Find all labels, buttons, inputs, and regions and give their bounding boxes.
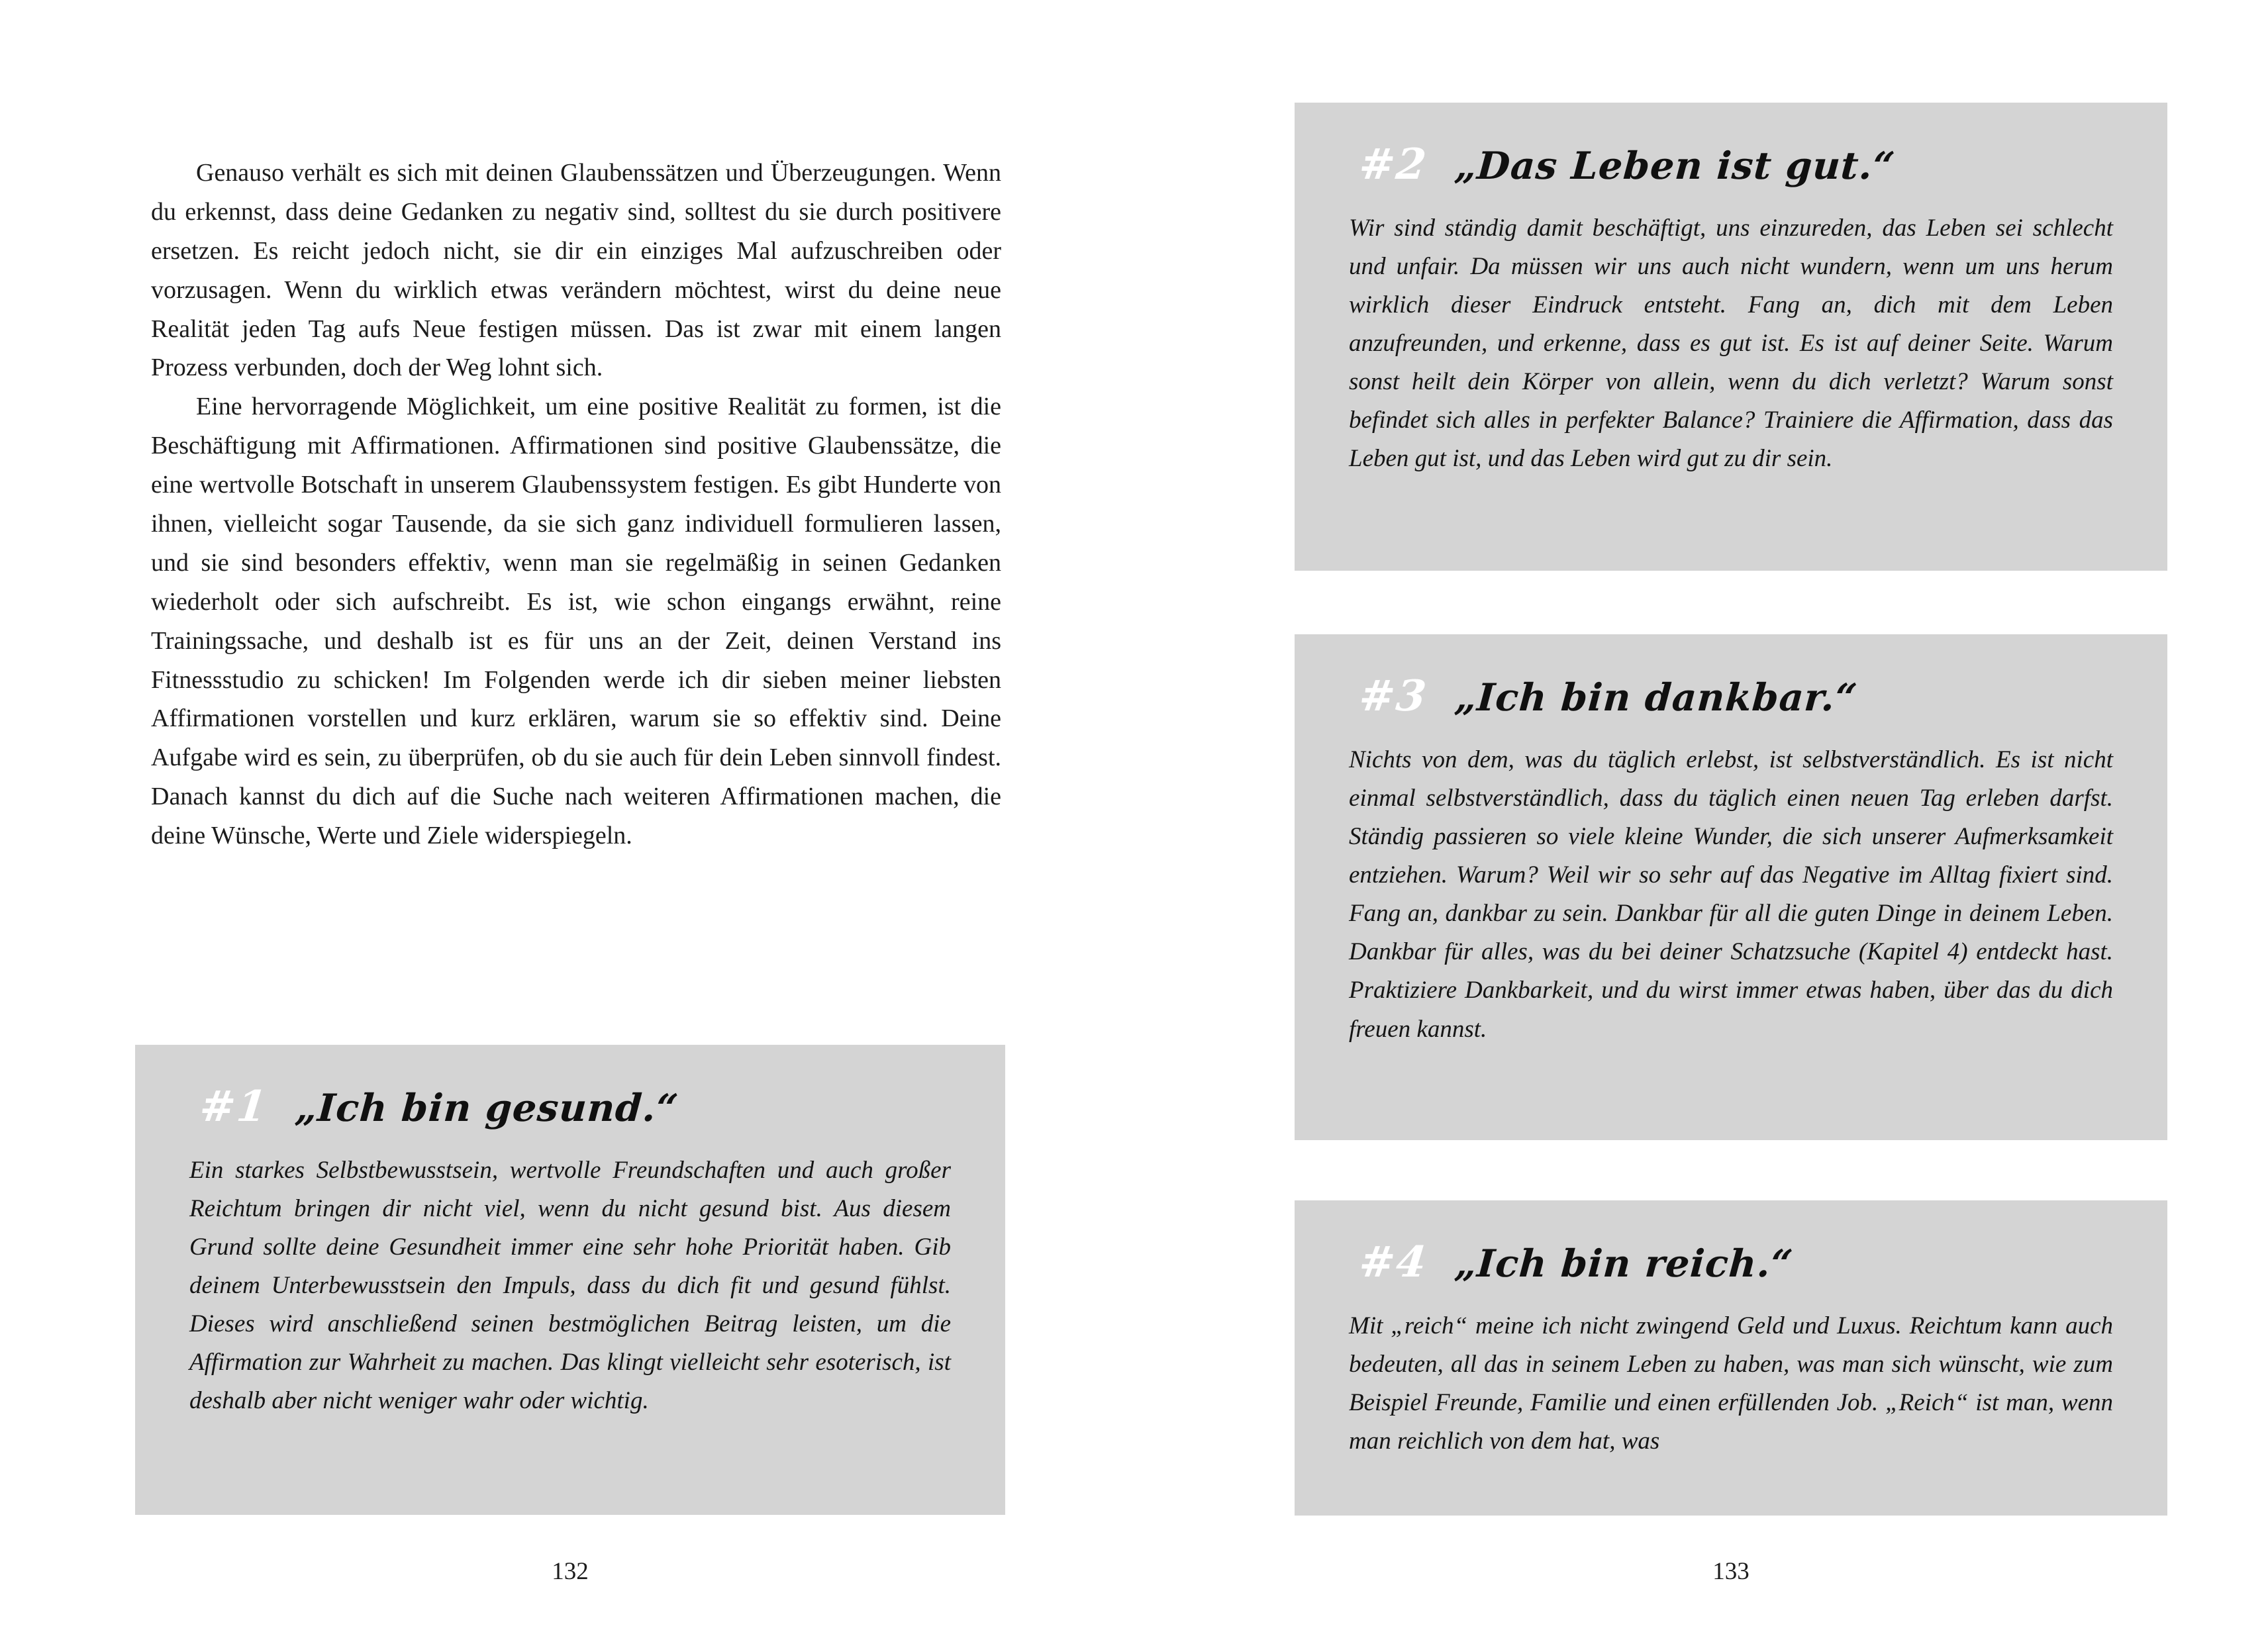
- affirmation-heading: [1349, 671, 2113, 721]
- affirmation-box-3: [1295, 634, 2167, 1140]
- affirmation-heading: [1349, 140, 2113, 189]
- affirmation-number: #2: [1357, 140, 1430, 189]
- affirmation-number: #4: [1357, 1237, 1430, 1287]
- affirmation-heading: [1349, 1237, 2113, 1287]
- affirmation-body: Nichts von dem, was du täglich erlebst, ist selbstverständlich. Es ist nicht einmal selbstverständlich, dass du täglich einen neuen Tag erleben darfst. Ständig passieren so viele kleine Wunder, die sich unserer Aufmerksamkeit entziehen. Warum? Weil wir so sehr auf das Negative im Alltag fixiert sind. Fang an, dankbar zu sein. Dankbar für all die guten Dinge in deinem Leben. Dankbar für alles, was du bei deiner Schatzsuche (Kapitel 4) entdeckt hast. Praktiziere Dankbarkeit, und du wirst immer etwas haben, über das du dich freuen kannst.: [1349, 746, 2113, 1043]
- affirmation-box-2: [1295, 103, 2167, 571]
- page-number-left: 132: [552, 1558, 589, 1585]
- left-page-body-text: [151, 154, 1001, 855]
- body-paragraph: Genauso verhält es sich mit deinen Glaubenssätzen und Überzeugungen. Wenn du erkennst, dass deine Gedanken zu negativ sind, solltest du sie durch positivere ersetzen. Es reicht jedoch nicht, sie dir ein einziges Mal aufzuschreiben oder vorzusagen. Wenn du wirklich etwas verändern möchtest, wirst du deine neue Realität jeden Tag aufs Neue festigen müssen. Das ist zwar mit einem langen Prozess verbunden, doch der Weg lohnt sich.: [151, 159, 1001, 382]
- affirmation-box-4: [1295, 1200, 2167, 1516]
- affirmation-title: „Ich bin dankbar.“: [1453, 675, 1859, 720]
- body-paragraph: Eine hervorragende Möglichkeit, um eine positive Realität zu formen, ist die Beschäftigung mit Affirmationen. Affirmationen sind positive Glaubenssätze, die eine wertvolle Botschaft in unserem Glaubenssystem festigen. Es gibt Hunderte von ihnen, vielleicht sogar Tausende, da sie sich ganz individuell formulieren lassen, und sie sind besonders effektiv, wenn man sie regelmäßig in seinen Gedanken wiederholt oder sich aufschreibt. Es ist, wie schon eingangs erwähnt, reine Trainingssache, und deshalb ist es für uns an der Zeit, deinen Verstand ins Fitnessstudio zu schicken! Im Folgenden werde ich dir sieben meiner liebsten Affirmationen vorstellen und kurz erklären, warum sie so effektiv sind. Deine Aufgabe wird es sein, zu überprüfen, ob du sie auch für dein Leben sinnvoll findest. Danach kannst du dich auf die Suche nach weiteren Affirmationen machen, die deine Wünsche, Werte und Ziele widerspiegeln.: [151, 393, 1001, 850]
- affirmation-box-1: [135, 1045, 1005, 1515]
- affirmation-body: Ein starkes Selbstbewusstsein, wertvolle Freundschaften und auch großer Reichtum bringen dir nicht viel, wenn du nicht gesund bist. Aus diesem Grund sollte deine Gesundheit immer eine sehr hohe Priorität haben. Gib deinem Unterbewusstsein den Impuls, dass du dich fit und gesund fühlst. Dieses wird anschließend seinen bestmöglichen Beitrag leisten, um die Affirmation zur Wahrheit zu machen. Das klingt vielleicht sehr esoterisch, ist deshalb aber nicht weniger wahr oder wichtig.: [189, 1157, 951, 1415]
- affirmation-title: „Ich bin gesund.“: [293, 1086, 681, 1130]
- affirmation-heading: [189, 1082, 951, 1132]
- affirmation-body: Mit „reich“ meine ich nicht zwingend Geld und Luxus. Reichtum kann auch bedeuten, all das in seinem Leben zu haben, was man sich wünscht, wie zum Beispiel Freunde, Familie und einen erfüllenden Job. „Reich“ ist man, wenn man reichlich von dem hat, was: [1349, 1312, 2113, 1455]
- affirmation-title: „Das Leben ist gut.“: [1453, 144, 1897, 188]
- affirmation-title: „Ich bin reich.“: [1453, 1241, 1795, 1286]
- affirmation-number: #1: [197, 1082, 271, 1132]
- affirmation-body: Wir sind ständig damit beschäftigt, uns einzureden, das Leben sei schlecht und unfair. Da müssen wir uns auch nicht wundern, wenn um uns herum wirklich dieser Eindruck entsteht. Fang an, dich mit dem Leben anzufreunden, und erkenne, dass es gut ist. Es ist auf deiner Seite. Warum sonst heilt dein Körper von allein, wenn du dich verletzt? Warum sonst befindet sich alles in perfekter Balance? Trainiere die Affirmation, dass das Leben gut ist, und das Leben wird gut zu dir sein.: [1349, 215, 2113, 473]
- page-number-right: 133: [1712, 1558, 1750, 1585]
- affirmation-number: #3: [1357, 671, 1430, 721]
